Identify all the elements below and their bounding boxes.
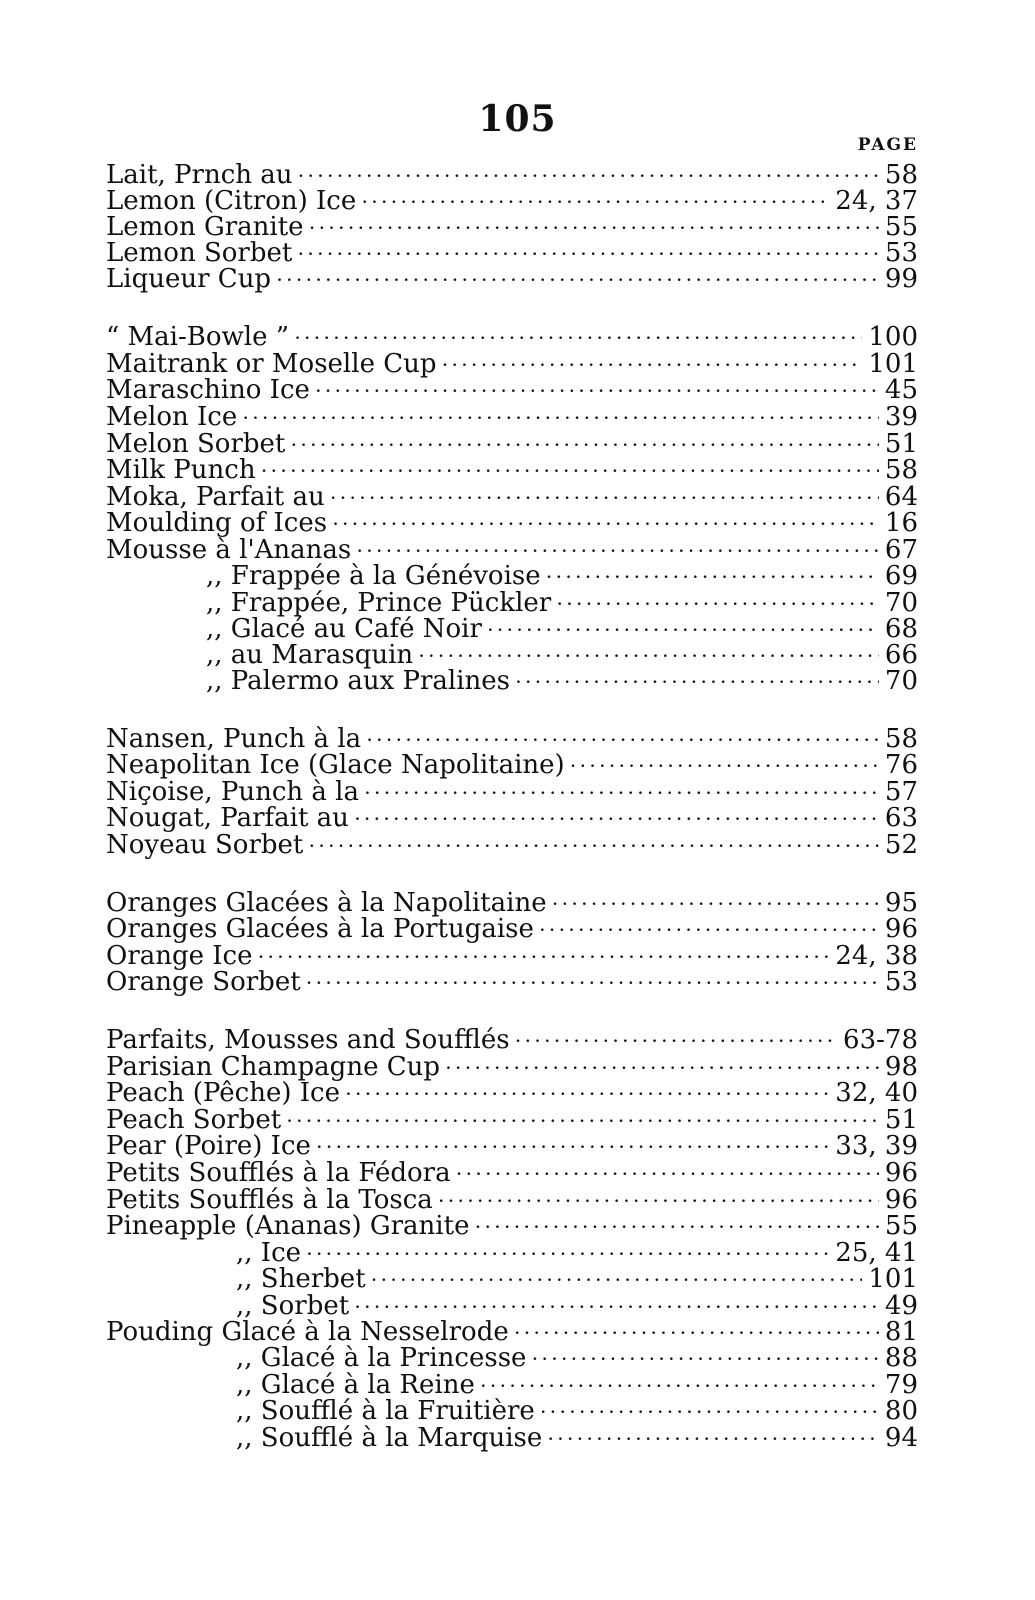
entry-label: Moulding of Ices — [106, 508, 328, 538]
index-entry — [106, 457, 918, 484]
entry-page-ref: 64 — [884, 482, 918, 512]
entry-page-ref: 69 — [884, 561, 918, 591]
entry-page-ref: 49 — [884, 1291, 918, 1321]
entry-label: ,, Frappée, Prince Pückler — [206, 588, 552, 618]
entry-label: Pouding Glacé à la Nesselrode — [106, 1317, 509, 1347]
dot-leader — [259, 943, 830, 970]
entry-page-ref: 70 — [884, 588, 918, 618]
index-entry — [106, 1133, 918, 1160]
dot-leader — [262, 457, 879, 484]
dot-leader — [317, 1133, 829, 1160]
dot-leader — [365, 779, 879, 806]
entry-label: Parisian Champagne Cup — [106, 1052, 441, 1082]
index-entry — [106, 484, 918, 511]
entry-label: Lemon (Citron) Ice — [106, 186, 357, 216]
entry-page-ref: 32, 40 — [835, 1078, 918, 1108]
entry-label: Liqueur Cup — [106, 264, 272, 294]
entry-label: Oranges Glacées à la Portugaise — [106, 914, 534, 944]
entry-label: Noyeau Sorbet — [106, 830, 304, 860]
entry-label: ,, Glacé au Café Noir — [206, 614, 482, 644]
dot-leader — [488, 616, 879, 643]
dot-leader — [299, 162, 879, 189]
index-entry — [106, 1398, 918, 1425]
entry-page-ref: 55 — [884, 1211, 918, 1241]
entry-label: Orange Ice — [106, 941, 253, 971]
index-entry — [106, 1187, 918, 1214]
entry-page-ref: 96 — [884, 914, 918, 944]
dot-leader — [307, 1240, 829, 1267]
dot-leader — [357, 537, 879, 564]
index-entry — [106, 616, 918, 643]
entry-page-ref: 67 — [884, 535, 918, 565]
entry-label: Pineapple (Ananas) Granite — [106, 1211, 470, 1241]
index-entry — [106, 668, 918, 695]
entry-label: ,, au Marasquin — [206, 640, 414, 670]
dot-leader — [355, 1293, 879, 1320]
dot-leader — [310, 214, 879, 241]
entry-page-ref: 101 — [868, 349, 918, 379]
entry-page-ref: 99 — [884, 264, 918, 294]
entry-page-ref: 81 — [884, 1317, 918, 1347]
entry-label: Neapolitan Ice (Glace Napolitaine) — [106, 750, 565, 780]
index-entry — [106, 1372, 918, 1399]
entry-label: Milk Punch — [106, 455, 256, 485]
entry-page-ref: 96 — [884, 1185, 918, 1215]
entry-page-ref: 98 — [884, 1052, 918, 1082]
entry-label: ,, Sorbet — [236, 1291, 350, 1321]
dot-leader — [355, 805, 879, 832]
index-entry — [106, 1027, 918, 1054]
entry-label: “ Mai-Bowle ” — [106, 322, 290, 352]
entry-page-ref: 33, 39 — [835, 1131, 918, 1161]
entry-label: Nougat, Parfait au — [106, 803, 349, 833]
index-entry — [106, 779, 918, 806]
dot-leader — [540, 916, 879, 943]
index-entry — [106, 1080, 918, 1107]
index-entry — [106, 162, 918, 189]
dot-leader — [547, 563, 879, 590]
index-entry — [106, 752, 918, 779]
dot-leader — [372, 1266, 863, 1293]
entry-label: ,, Glacé à la Princesse — [236, 1343, 527, 1373]
entry-page-ref: 68 — [884, 614, 918, 644]
dot-leader — [516, 1027, 837, 1054]
entry-page-ref: 51 — [884, 1105, 918, 1135]
entry-page-ref: 79 — [884, 1370, 918, 1400]
entry-label: Peach (Pêche) Ice — [106, 1078, 340, 1108]
entry-label: ,, Ice — [236, 1238, 302, 1268]
entry-label: ,, Soufflé à la Marquise — [236, 1423, 543, 1453]
index-entry — [106, 510, 918, 537]
entry-page-ref: 16 — [884, 508, 918, 538]
dot-leader — [298, 240, 879, 267]
entry-label: Nansen, Punch à la — [106, 724, 362, 754]
dot-leader — [571, 752, 879, 779]
index-entry — [106, 916, 918, 943]
index-entry — [106, 1293, 918, 1320]
entry-page-ref: 70 — [884, 666, 918, 696]
index-entry — [106, 188, 918, 215]
entry-label: Lait, Prnch au — [106, 160, 293, 190]
index-entry — [106, 351, 918, 378]
entry-label: Melon Ice — [106, 402, 238, 432]
dot-leader — [553, 890, 879, 917]
entry-page-ref: 25, 41 — [835, 1238, 918, 1268]
index-entry — [106, 1319, 918, 1346]
dot-leader — [309, 832, 879, 859]
entry-page-ref: 53 — [884, 238, 918, 268]
dot-leader — [333, 510, 879, 537]
entry-page-ref: 57 — [884, 777, 918, 807]
entry-label: ,, Soufflé à la Fruitière — [236, 1396, 535, 1426]
entry-page-ref: 52 — [884, 830, 918, 860]
entry-page-ref: 88 — [884, 1343, 918, 1373]
entry-page-ref: 24, 37 — [835, 186, 918, 216]
entry-page-ref: 58 — [884, 724, 918, 754]
index-entry — [106, 563, 918, 590]
entry-page-ref: 94 — [884, 1423, 918, 1453]
entry-label: Maraschino Ice — [106, 375, 310, 405]
entry-page-ref: 80 — [884, 1396, 918, 1426]
index-entry — [106, 590, 918, 617]
dot-leader — [443, 351, 863, 378]
index-entry — [106, 1345, 918, 1372]
entry-label: Oranges Glacées à la Napolitaine — [106, 888, 547, 918]
page-column-header: PAGE — [857, 135, 918, 155]
page-number: 105 — [478, 98, 557, 140]
entry-label: Moka, Parfait au — [106, 482, 325, 512]
entry-label: Petits Soufflés à la Fédora — [106, 1158, 451, 1188]
entry-page-ref: 55 — [884, 212, 918, 242]
entry-page-ref: 58 — [884, 455, 918, 485]
entry-page-ref: 58 — [884, 160, 918, 190]
entry-label: Melon Sorbet — [106, 429, 286, 459]
index-entry — [106, 431, 918, 458]
dot-leader — [481, 1372, 879, 1399]
dot-leader — [515, 1319, 879, 1346]
entry-label: Orange Sorbet — [106, 967, 301, 997]
index-entry — [106, 214, 918, 241]
entry-page-ref: 45 — [884, 375, 918, 405]
dot-leader — [295, 324, 862, 351]
entry-page-ref: 63 — [884, 803, 918, 833]
index-entry — [106, 377, 918, 404]
entry-label: Peach Sorbet — [106, 1105, 282, 1135]
entry-label: ,, Frappée à la Génévoise — [206, 561, 541, 591]
dot-leader — [475, 1213, 878, 1240]
dot-leader — [331, 484, 879, 511]
entry-label: Pear (Poire) Ice — [106, 1131, 311, 1161]
entry-page-ref: 96 — [884, 1158, 918, 1188]
entry-page-ref: 51 — [884, 429, 918, 459]
index-entry — [106, 266, 918, 293]
entry-label: Mousse à l'Ananas — [106, 535, 352, 565]
index-entry — [106, 1266, 918, 1293]
dot-leader — [548, 1425, 879, 1452]
index-entry — [106, 726, 918, 753]
dot-leader — [541, 1398, 879, 1425]
index-entry — [106, 537, 918, 564]
entry-page-ref: 63-78 — [843, 1025, 918, 1055]
entry-label: Maitrank or Moselle Cup — [106, 349, 437, 379]
index-entry — [106, 1107, 918, 1134]
entry-label: ,, Glacé à la Reine — [236, 1370, 475, 1400]
dot-leader — [367, 726, 879, 753]
entry-label: Petits Soufflés à la Tosca — [106, 1185, 433, 1215]
entry-label: Niçoise, Punch à la — [106, 777, 359, 807]
entry-page-ref: 39 — [884, 402, 918, 432]
index-entry — [106, 1213, 918, 1240]
dot-leader — [457, 1160, 879, 1187]
index-entry — [106, 1240, 918, 1267]
dot-leader — [557, 590, 879, 617]
entry-page-ref: 53 — [884, 967, 918, 997]
entry-label: ,, Sherbet — [236, 1264, 366, 1294]
index-entry — [106, 240, 918, 267]
entry-label: ,, Palermo aux Pralines — [206, 666, 511, 696]
dot-leader — [307, 969, 879, 996]
entry-label: Lemon Granite — [106, 212, 304, 242]
entry-label: Lemon Sorbet — [106, 238, 293, 268]
dot-leader — [419, 642, 879, 669]
index-entry — [106, 805, 918, 832]
dot-leader — [532, 1345, 878, 1372]
index-entry — [106, 969, 918, 996]
entry-page-ref: 95 — [884, 888, 918, 918]
entry-page-ref: 101 — [868, 1264, 918, 1294]
entry-page-ref: 76 — [884, 750, 918, 780]
index-entry — [106, 404, 918, 431]
entry-page-ref: 100 — [868, 322, 918, 352]
dot-leader — [277, 266, 879, 293]
index-entry — [106, 324, 918, 351]
index-entry — [106, 943, 918, 970]
index-entry — [106, 890, 918, 917]
dot-leader — [316, 377, 879, 404]
dot-leader — [439, 1187, 879, 1214]
index-entry — [106, 1425, 918, 1452]
dot-leader — [516, 668, 879, 695]
index-entry — [106, 1160, 918, 1187]
dot-leader — [346, 1080, 829, 1107]
dot-leader — [243, 404, 879, 431]
index-entry — [106, 1054, 918, 1081]
index-entry — [106, 832, 918, 859]
entry-label: Parfaits, Mousses and Soufflés — [106, 1025, 510, 1055]
dot-leader — [291, 431, 879, 458]
entry-page-ref: 24, 38 — [835, 941, 918, 971]
dot-leader — [287, 1107, 879, 1134]
dot-leader — [446, 1054, 879, 1081]
dot-leader — [362, 188, 829, 215]
entry-page-ref: 66 — [884, 640, 918, 670]
index-entry — [106, 642, 918, 669]
